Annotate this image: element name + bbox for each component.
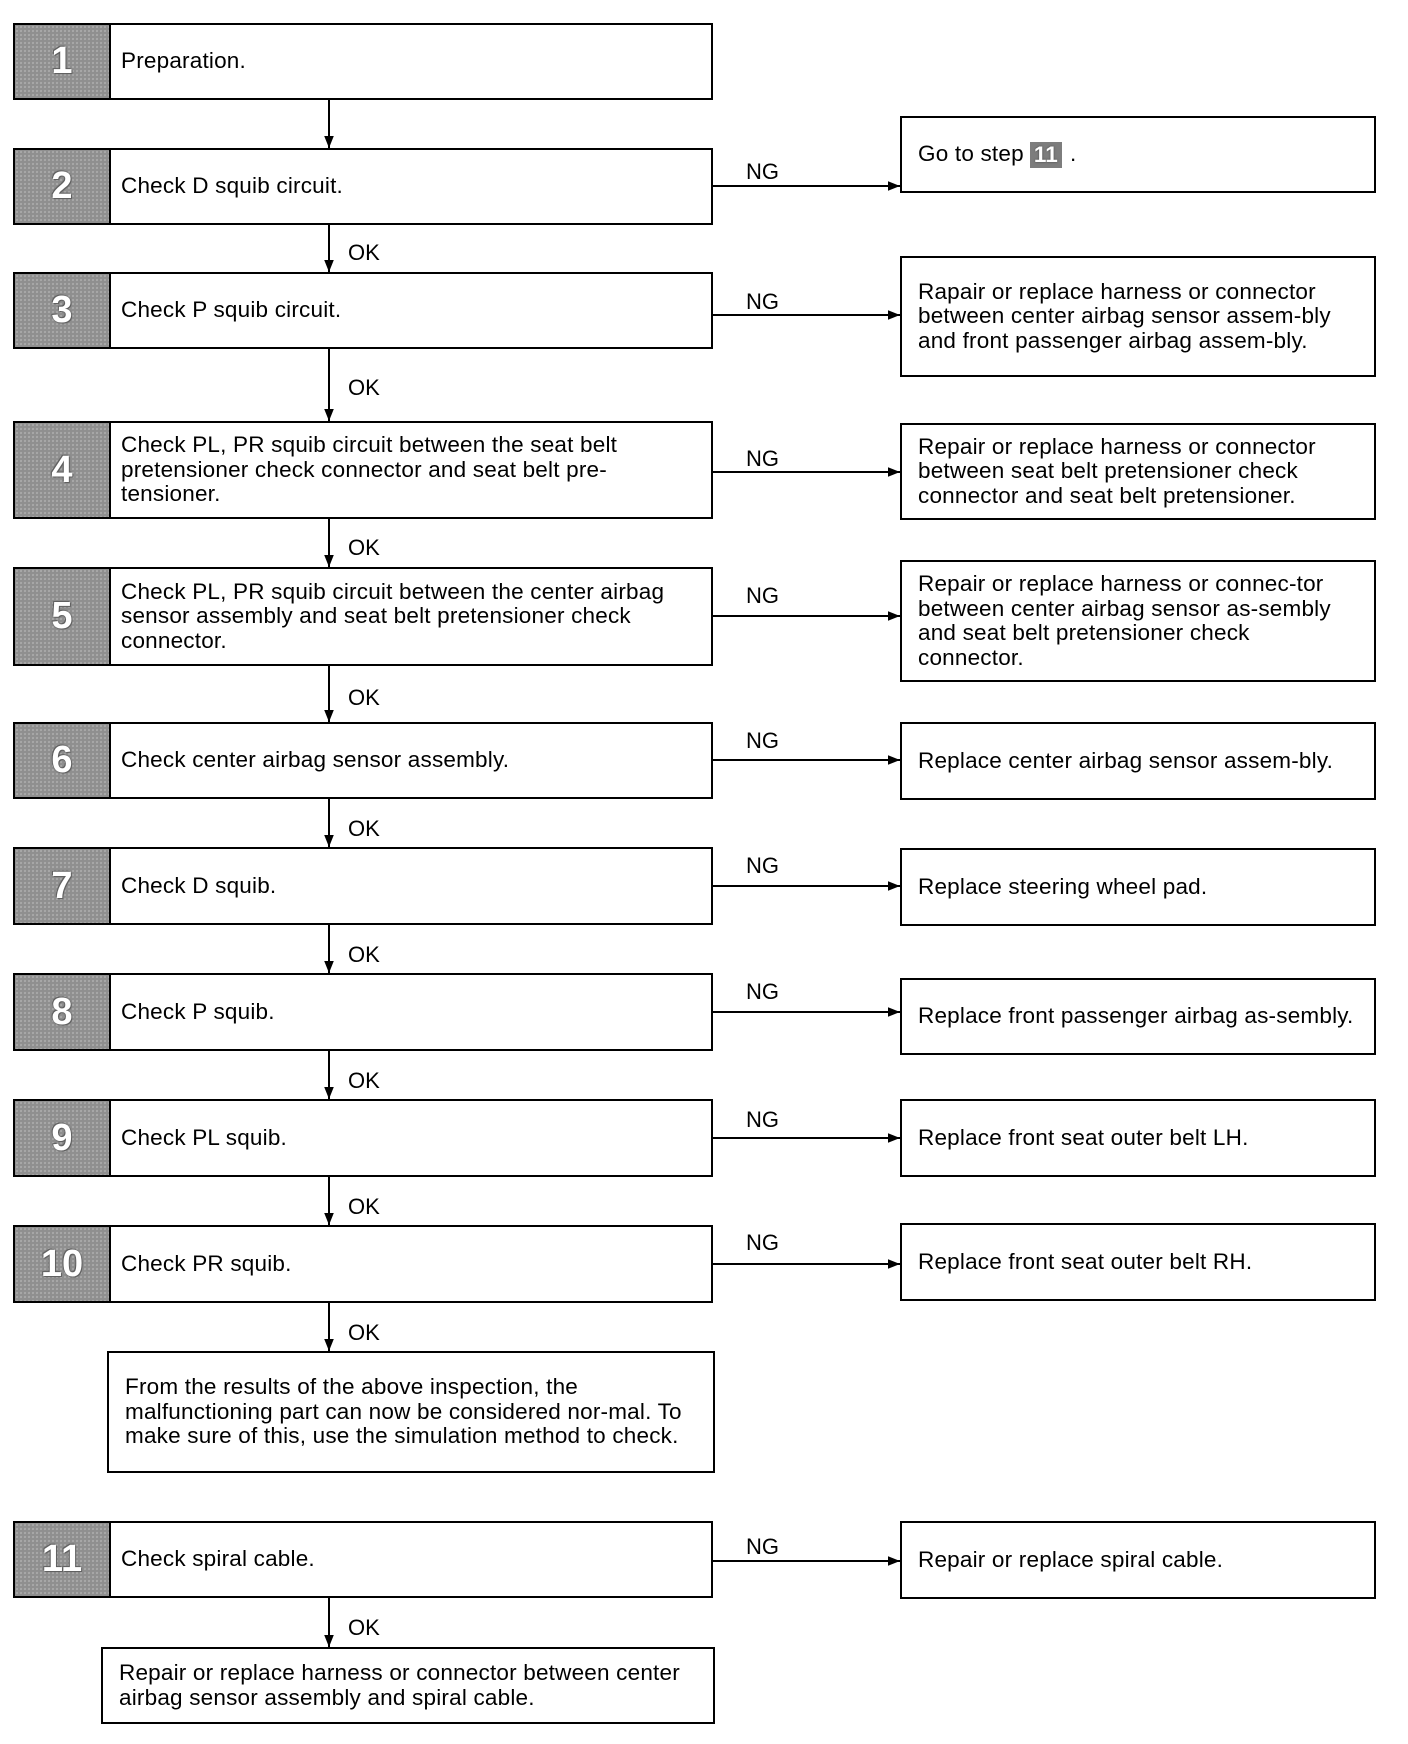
result-11-box [900, 1521, 1376, 1599]
step-text: Check spiral cable. [121, 1546, 315, 1572]
ok-label: OK [348, 240, 380, 265]
ng-label: NG [746, 853, 779, 878]
step-text: Preparation. [121, 48, 246, 74]
step-9-box [13, 1099, 713, 1177]
step-number: 4 [15, 423, 111, 517]
result-3-text: Rapair or replace harness or connector between center airbag sensor assem-bly and front passenger airbag assem-bly. [918, 278, 1331, 353]
step-6-box [13, 722, 713, 799]
ng-label: NG [746, 159, 779, 184]
ok-label: OK [348, 535, 380, 560]
ng-label: NG [746, 728, 779, 753]
result-10-box [900, 1223, 1376, 1301]
step-text: Check P squib circuit. [121, 297, 342, 323]
final-repair-text: Repair or replace harness or connector between center airbag sensor assembly and spiral cable. [119, 1660, 680, 1710]
step-number: 3 [15, 274, 111, 347]
step-ref-badge: 11 [1030, 142, 1062, 168]
result-2-prefix: Go to step [918, 141, 1024, 167]
step-text: Check D squib. [121, 872, 277, 898]
result-10-text: Replace front seat outer belt RH. [918, 1248, 1253, 1274]
ng-label: NG [746, 1230, 779, 1255]
result-4-text: Repair or replace harness or connector between seat belt pretensioner check connector and seat belt pretensioner. [918, 433, 1316, 508]
step-text: Check PL squib. [121, 1124, 288, 1150]
result-8-text: Replace front passenger airbag as-sembly. [918, 1003, 1354, 1029]
step-8-box [13, 973, 713, 1051]
step-text: Check PR squib. [121, 1250, 292, 1276]
ng-label: NG [746, 979, 779, 1004]
step-number: 11 [15, 1523, 111, 1596]
step-number: 5 [15, 569, 111, 664]
ng-label: NG [746, 289, 779, 314]
ok-label: OK [348, 1615, 380, 1640]
step-text: Check P squib. [121, 998, 275, 1024]
step-number: 10 [15, 1227, 111, 1301]
ok-label: OK [348, 942, 380, 967]
final-normal-box [107, 1351, 715, 1473]
ng-label: NG [746, 583, 779, 608]
result-4-box [900, 423, 1376, 520]
result-6-box [900, 722, 1376, 800]
result-5-box [900, 560, 1376, 682]
step-number: 6 [15, 724, 111, 797]
result-9-box [900, 1099, 1376, 1177]
ok-label: OK [348, 375, 380, 400]
step-text: Check PL, PR squib circuit between the seat belt pretensioner check connector and seat belt pre-tensioner. [121, 432, 618, 507]
final-normal-text: From the results of the above inspection, the malfunctioning part can now be considered nor-mal. To make sure of this, use the simulation method to check. [125, 1374, 682, 1449]
ng-label: NG [746, 1107, 779, 1132]
step-number: 2 [15, 150, 111, 223]
step-1-box [13, 23, 713, 100]
step-2-box [13, 148, 713, 225]
step-number: 1 [15, 25, 111, 98]
ok-label: OK [348, 1194, 380, 1219]
result-3-box [900, 256, 1376, 377]
result-6-text: Replace center airbag sensor assem-bly. [918, 747, 1334, 773]
result-11-text: Repair or replace spiral cable. [918, 1546, 1224, 1572]
step-text: Check PL, PR squib circuit between the center airbag sensor assembly and seat belt pretensioner check connector. [121, 578, 665, 653]
result-5-text: Repair or replace harness or connec-tor between center airbag sensor as-sembly and seat belt pretensioner check connector. [918, 571, 1331, 670]
result-7-text: Replace steering wheel pad. [918, 873, 1208, 899]
ok-label: OK [348, 1320, 380, 1345]
ng-label: NG [746, 1534, 779, 1559]
ng-label: NG [746, 446, 779, 471]
result-9-text: Replace front seat outer belt LH. [918, 1124, 1249, 1150]
step-number: 7 [15, 849, 111, 923]
step-10-box [13, 1225, 713, 1303]
step-number: 9 [15, 1101, 111, 1175]
result-7-box [900, 848, 1376, 926]
step-number: 8 [15, 975, 111, 1049]
step-7-box [13, 847, 713, 925]
step-4-box [13, 421, 713, 519]
step-5-box [13, 567, 713, 666]
step-11-box [13, 1521, 713, 1598]
ok-label: OK [348, 685, 380, 710]
step-3-box [13, 272, 713, 349]
result-8-box [900, 978, 1376, 1055]
result-2-suffix: . [1070, 141, 1077, 167]
final-repair-box [101, 1647, 715, 1724]
result-2-box [900, 116, 1376, 193]
step-text: Check D squib circuit. [121, 173, 343, 199]
ok-label: OK [348, 816, 380, 841]
ok-label: OK [348, 1068, 380, 1093]
step-text: Check center airbag sensor assembly. [121, 747, 510, 773]
